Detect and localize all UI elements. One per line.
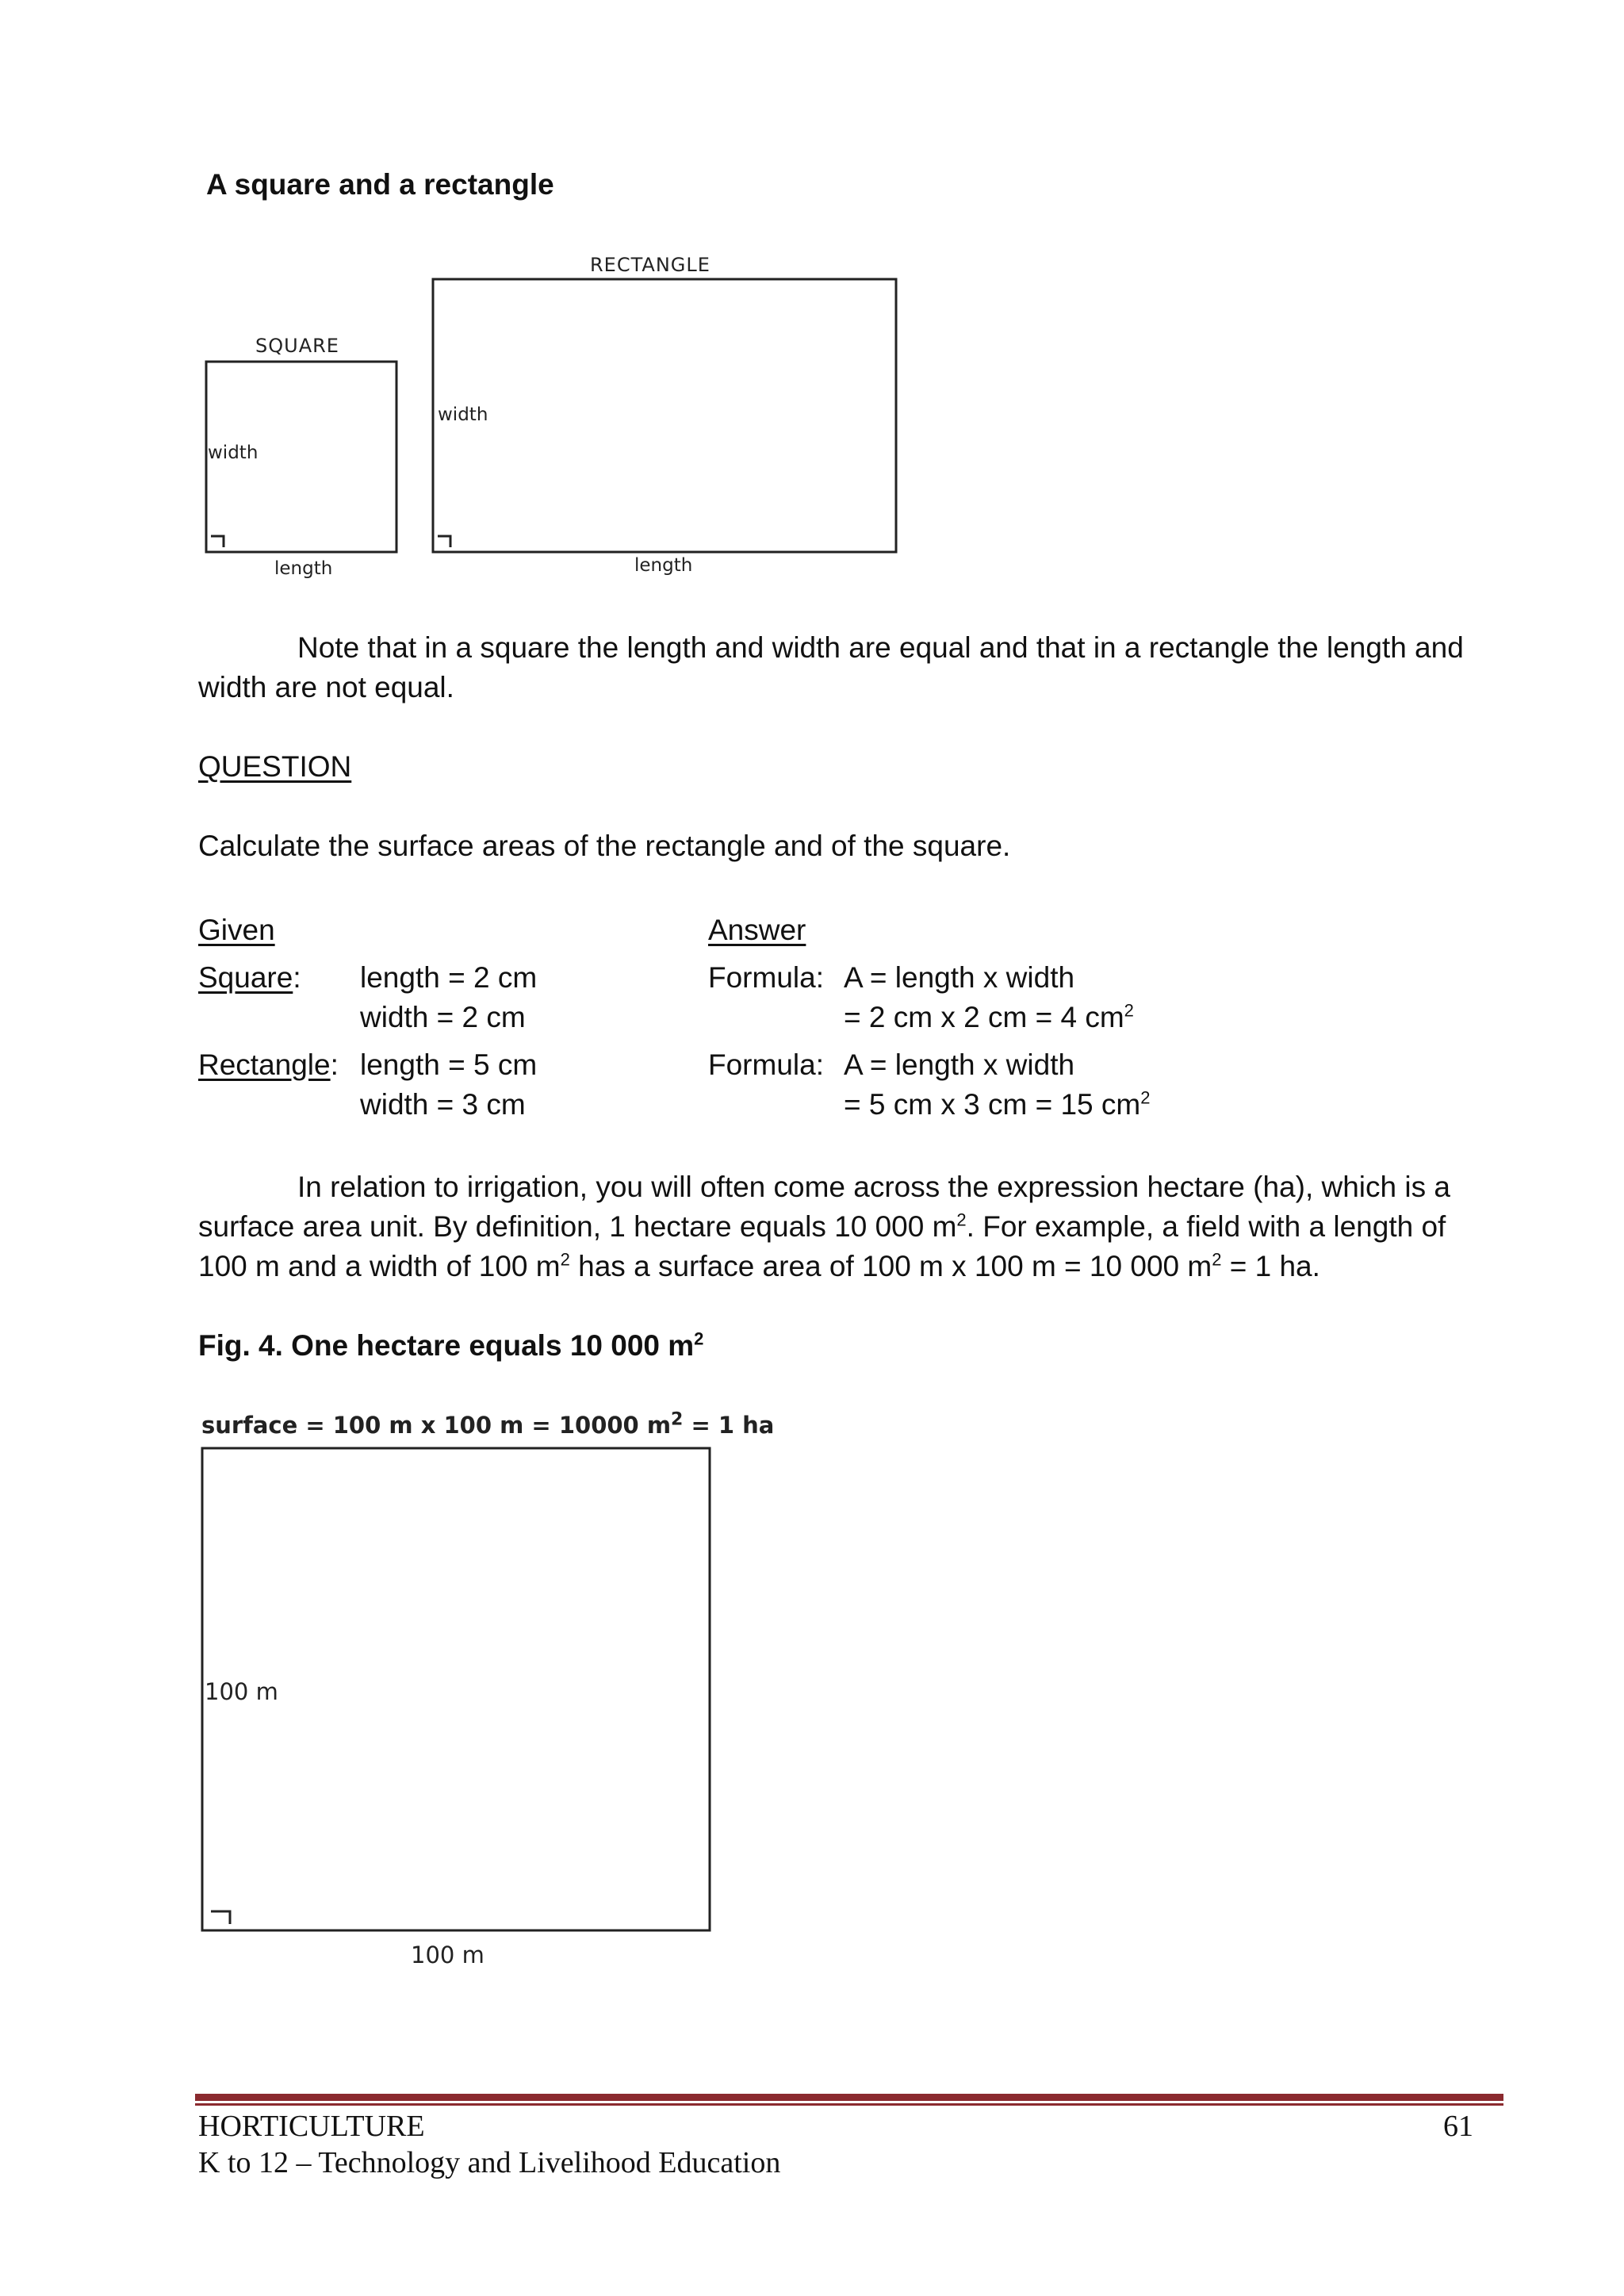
question-text: Calculate the surface areas of the rectangle and of the square. — [198, 830, 1011, 862]
square-label: SQUARE — [255, 335, 339, 357]
hectare-square-shape — [202, 1448, 710, 1930]
square-result — [844, 998, 1134, 1037]
rectangle-formula-label: Formula: — [708, 1048, 824, 1081]
hectare-figure — [198, 1404, 775, 1991]
hectare-sup-1: 2 — [956, 1209, 967, 1230]
square-row-name: Square — [198, 961, 293, 994]
hectare-paragraph — [198, 1167, 1499, 1286]
hectare-surface-suffix: = 1 ha — [683, 1412, 775, 1439]
note-paragraph: Note that in a square the length and width are equal and that in a rectangle the length and width are not equal. — [198, 631, 1464, 703]
fig4-caption — [198, 1326, 703, 1366]
hectare-bottom-label: 100 m — [411, 1941, 485, 1968]
square-right-angle-mark — [211, 536, 224, 547]
hectare-surface-sup: 2 — [671, 1409, 684, 1430]
rectangle-given-width: width = 3 cm — [360, 1088, 526, 1121]
rectangle-row-title — [198, 1045, 339, 1085]
rectangle-right-angle-mark — [438, 536, 450, 547]
footer-subject: HORTICULTURE — [198, 2110, 425, 2143]
square-rectangle-figure — [198, 254, 912, 587]
hectare-side-label: 100 m — [205, 1678, 278, 1705]
footer-page-number: 61 — [1443, 2110, 1473, 2143]
footer-rule-thin — [195, 2103, 1503, 2106]
square-row-colon: : — [293, 961, 301, 994]
hectare-text-2: . For example, a field with a length of 100 m and a width of 100 m — [198, 1210, 1446, 1282]
square-formula: A = length x width — [844, 961, 1075, 994]
rectangle-formula: A = length x width — [844, 1048, 1075, 1081]
rectangle-length-label: length — [634, 555, 693, 576]
section-title: A square and a rectangle — [206, 168, 554, 201]
hectare-surface-label — [201, 1409, 775, 1439]
hectare-text-1: In relation to irrigation, you will often come across the expression hectare (ha), which is a surface area unit. By definition, 1 hectare equals 10 000 m — [198, 1171, 1450, 1243]
given-heading: Given — [198, 914, 275, 946]
rectangle-row-name: Rectangle — [198, 1048, 331, 1081]
rectangle-label: RECTANGLE — [590, 254, 710, 276]
square-width-label: width — [208, 443, 259, 463]
rectangle-shape — [433, 279, 896, 552]
footer-course: K to 12 – Technology and Livelihood Education — [198, 2146, 781, 2179]
square-row-title — [198, 958, 301, 998]
rectangle-result — [844, 1085, 1150, 1125]
question-heading: QUESTION — [198, 750, 352, 783]
hectare-sup-2: 2 — [560, 1249, 570, 1270]
footer-rule-thick — [195, 2094, 1503, 2101]
answer-heading: Answer — [708, 914, 806, 946]
square-length-label: length — [274, 558, 333, 579]
hectare-right-angle-mark — [211, 1911, 230, 1924]
footer-rule — [195, 2094, 1503, 2106]
square-given-length: length = 2 cm — [360, 961, 538, 994]
hectare-sup-3: 2 — [1212, 1249, 1222, 1270]
rectangle-result-sup: 2 — [1140, 1087, 1151, 1108]
hectare-surface-prefix: surface = 100 m x 100 m = 10000 m — [201, 1412, 672, 1439]
square-given-width: width = 2 cm — [360, 1001, 526, 1033]
rectangle-width-label: width — [438, 404, 488, 425]
fig4-caption-sup: 2 — [694, 1328, 704, 1349]
square-result-text: = 2 cm x 2 cm = 4 cm — [844, 1001, 1124, 1033]
hectare-text-3: has a surface area of 100 m x 100 m = 10 000 m — [569, 1250, 1212, 1282]
square-rectangle-drawing — [198, 254, 912, 587]
rectangle-result-text: = 5 cm x 3 cm = 15 cm — [844, 1088, 1141, 1121]
square-formula-label: Formula: — [708, 961, 824, 994]
hectare-text-4: = 1 ha. — [1221, 1250, 1320, 1282]
square-result-sup: 2 — [1124, 1000, 1134, 1021]
rectangle-row-colon: : — [330, 1048, 339, 1081]
fig4-caption-text: Fig. 4. One hectare equals 10 000 m — [198, 1329, 695, 1362]
rectangle-given-length: length = 5 cm — [360, 1048, 538, 1081]
